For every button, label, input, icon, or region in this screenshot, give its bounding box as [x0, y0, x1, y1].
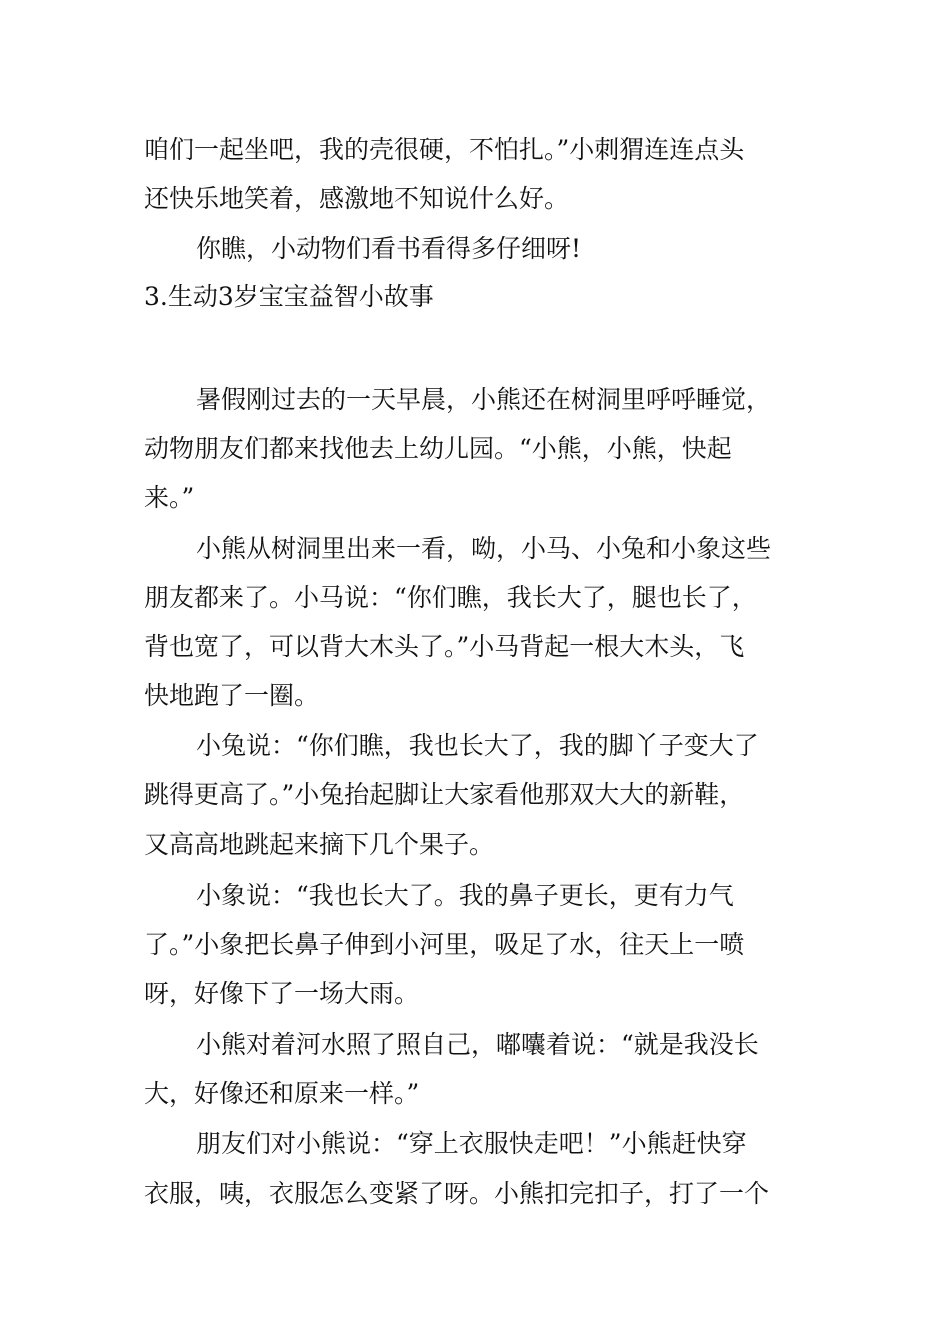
text-line: 小熊从树洞里出来一看，呦，小马、小兔和小象这些	[196, 534, 772, 563]
text-line: 你瞧，小动物们看书看得多仔细呀!	[196, 234, 582, 263]
text-line: 呀，好像下了一场大雨。	[144, 979, 420, 1008]
text-line: 动物朋友们都来找他去上幼儿园。“小熊，小熊，快起	[144, 434, 732, 463]
text-line: 跳得更高了。”小兔抬起脚让大家看他那双大大的新鞋，	[144, 780, 745, 809]
text-line: 小象说：“我也长大了。我的鼻子更长，更有力气	[196, 881, 734, 910]
text-line: 暑假刚过去的一天早晨，小熊还在树洞里呼呼睡觉，	[196, 385, 772, 414]
text-line: 小熊对着河水照了照自己，嘟囔着说：“就是我没长	[196, 1030, 759, 1059]
text-line: 小兔说：“你们瞧，我也长大了，我的脚丫子变大了	[196, 731, 759, 760]
text-line: 还快乐地笑着，感激地不知说什么好。	[144, 184, 570, 213]
text-line: 快地跑了一圈。	[144, 681, 320, 710]
text-line: 衣服，咦，衣服怎么变紧了呀。小熊扣完扣子，打了一个	[144, 1179, 770, 1208]
text-line: 背也宽了，可以背大木头了。”小马背起一根大木头，飞	[144, 632, 745, 661]
text-line: 来。”	[144, 483, 195, 512]
section-heading: 3.生动3岁宝宝益智小故事	[144, 282, 434, 311]
text-line: 朋友们对小熊说：“穿上衣服快走吧！”小熊赶快穿	[196, 1129, 747, 1158]
text-line: 了。”小象把长鼻子伸到小河里，吸足了水，往天上一喷	[144, 930, 745, 959]
text-line: 朋友都来了。小马说：“你们瞧，我长大了，腿也长了，	[144, 583, 757, 612]
text-line: 又高高地跳起来摘下几个果子。	[144, 830, 495, 859]
text-line: 咱们一起坐吧，我的壳很硬，不怕扎。”小刺猬连连点头	[144, 135, 745, 164]
text-line: 大，好像还和原来一样。”	[144, 1079, 420, 1108]
